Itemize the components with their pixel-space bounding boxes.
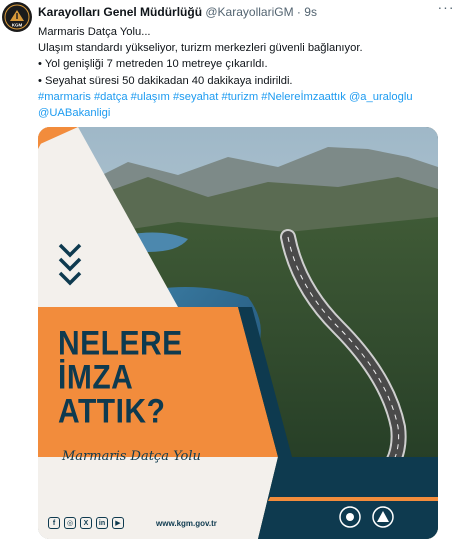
hashtag-link[interactable]: #datça [93, 90, 128, 103]
hashtag-line [38, 89, 454, 105]
social-icons [48, 517, 124, 529]
more-dots-icon[interactable]: ··· [437, 0, 455, 15]
hashtag-link[interactable]: #Nelereİmzaattık [261, 90, 346, 103]
mention-link[interactable]: @a_uraloglu [348, 90, 413, 103]
author-handle[interactable]: @KarayollariGM [205, 5, 294, 19]
author-avatar[interactable] [2, 2, 32, 32]
facebook-icon: f [48, 517, 60, 529]
tweet-text [38, 24, 454, 121]
headline-line: NELERE [58, 324, 183, 363]
tweet-time[interactable]: 9s [304, 5, 317, 19]
headline-line: İMZA [58, 358, 134, 397]
youtube-icon: ▶ [112, 517, 124, 529]
hashtag-link[interactable]: #seyahat [172, 90, 219, 103]
x-icon: X [80, 517, 92, 529]
tweet-line: • Yol genişliği 7 metreden 10 metreye çıkarıldı. [38, 58, 268, 71]
separator-dot: · [296, 5, 301, 19]
mention-link[interactable]: @UABakanligi [38, 107, 111, 120]
tweet-line: • Seyahat süresi 50 dakikadan 40 dakikaya indirildi. [38, 74, 293, 87]
kgm-logo-icon [4, 4, 30, 30]
hashtag-link[interactable]: #marmaris [38, 90, 91, 103]
tweet-media-image[interactable] [38, 127, 438, 539]
hashtag-link[interactable]: #ulaşım [130, 90, 170, 103]
tweet-line: Marmaris Datça Yolu... [38, 26, 151, 38]
poster-headline [58, 324, 183, 431]
hashtag-link[interactable]: #turizm [221, 90, 259, 103]
author-name[interactable]: Karayolları Genel Müdürlüğü [38, 5, 203, 19]
avatar-logo-text: KGM [11, 22, 23, 28]
tweet-header [38, 4, 434, 20]
poster-website: www.kgm.gov.tr [156, 519, 217, 528]
instagram-icon: ◎ [64, 517, 76, 529]
poster-script-text: Marmaris Datça Yolu [62, 449, 201, 464]
headline-line: ATTIK? [58, 392, 166, 431]
tweet-line: Ulaşım standardı yükseliyor, turizm merkezleri güvenli bağlanıyor. [38, 42, 363, 55]
mention-line [38, 105, 454, 121]
linkedin-icon: in [96, 517, 108, 529]
